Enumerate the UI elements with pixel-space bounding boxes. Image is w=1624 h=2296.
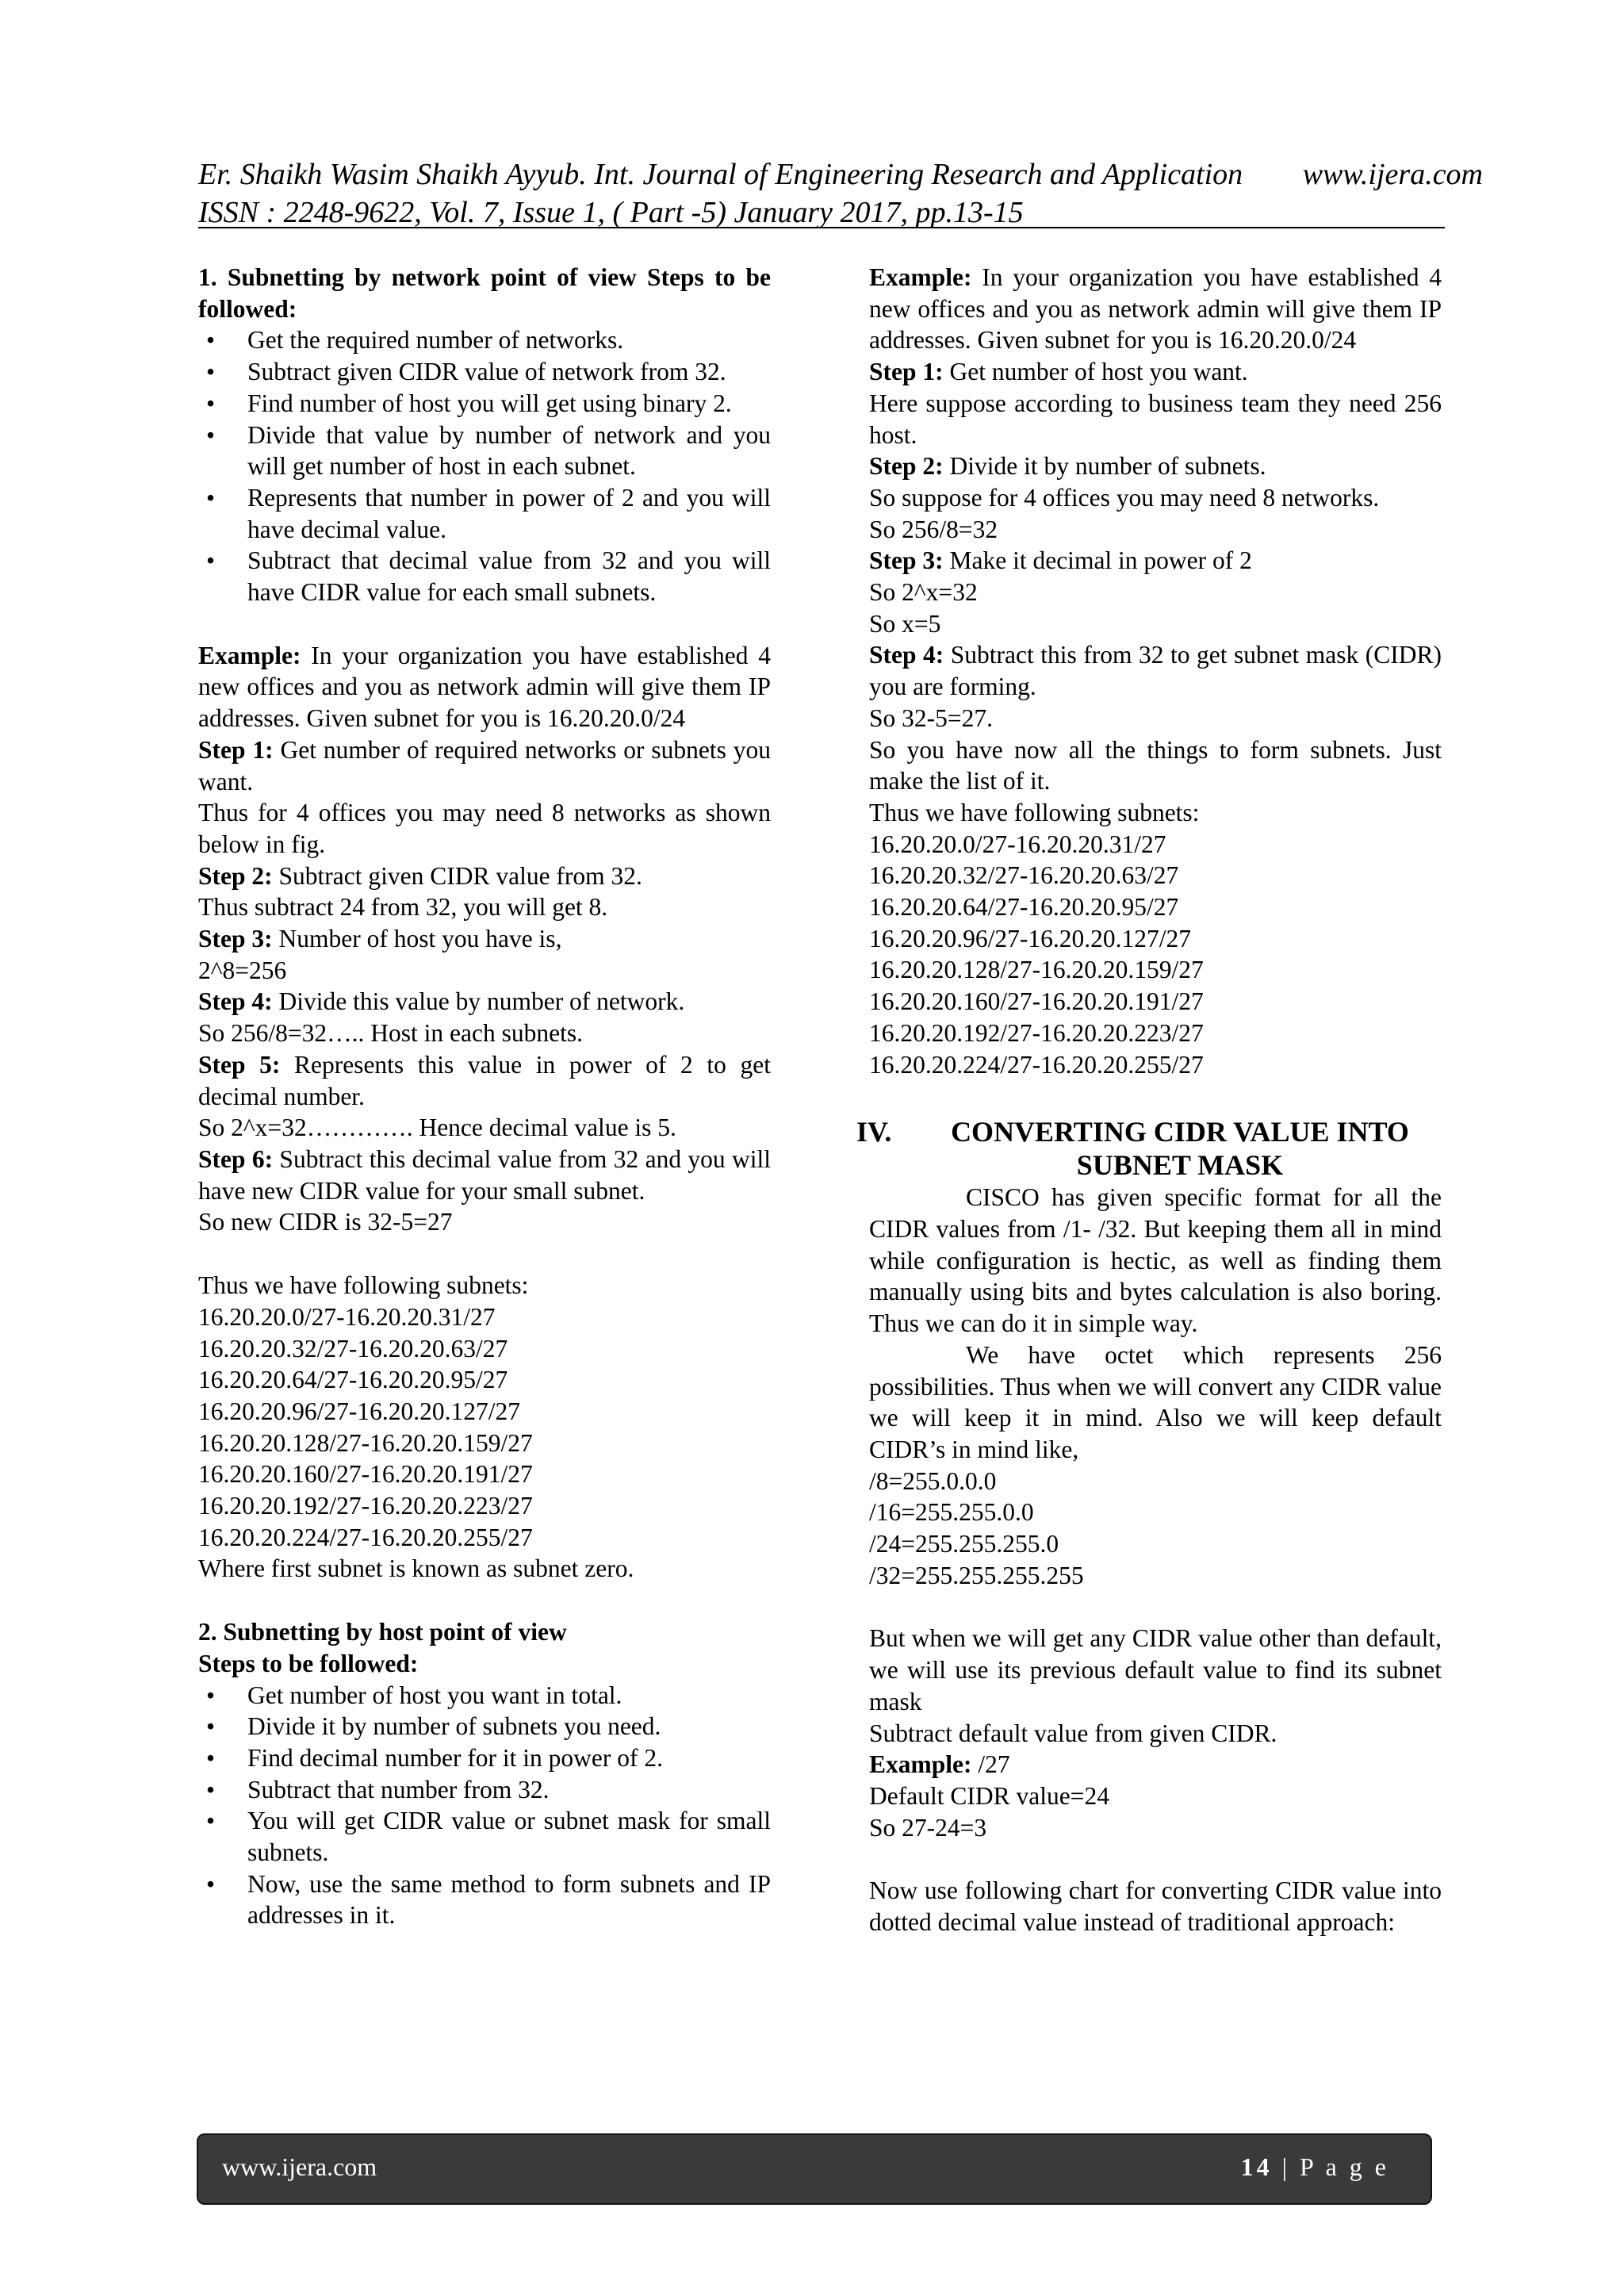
example-label: Example: bbox=[869, 263, 972, 291]
step-label: Step 2: bbox=[869, 452, 944, 481]
step-text: Subtract this from 32 to get subnet mask (CIDR) you are forming. bbox=[869, 641, 1442, 701]
default-cidr-line: /24=255.255.255.0 bbox=[869, 1530, 1059, 1558]
section-2-steps-list bbox=[198, 1680, 771, 1932]
subnet-line: 16.20.20.224/27-16.20.20.255/27 bbox=[198, 1523, 533, 1551]
step-2 bbox=[869, 450, 1442, 482]
default-cidr-line: /16=255.255.0.0 bbox=[869, 1498, 1034, 1527]
section-4-heading bbox=[856, 1115, 1442, 1182]
subnet-line: 16.20.20.224/27-16.20.20.255/27 bbox=[869, 1050, 1204, 1079]
step-text: Represents this value in power of 2 to get decimal number. bbox=[198, 1050, 771, 1110]
step-label: Step 3: bbox=[198, 925, 273, 953]
subnet-line: 16.20.20.32/27-16.20.20.63/27 bbox=[198, 1334, 508, 1363]
step-1-note: Thus for 4 offices you may need 8 networks as shown below in fig. bbox=[198, 799, 771, 858]
body-paragraph: Now use following chart for converting CIDR value into dotted decimal value instead of traditional approach: bbox=[869, 1876, 1442, 1937]
page-number bbox=[1241, 2152, 1389, 2182]
step-4-note: So 256/8=32….. Host in each subnets. bbox=[198, 1019, 583, 1048]
step-text: Divide this value by number of network. bbox=[272, 987, 685, 1016]
section-title-line: CONVERTING CIDR VALUE INTO bbox=[951, 1116, 1409, 1148]
body-paragraph: We have octet which represents 256 possibilities. Thus when we will convert any CIDR value we will keep it in mind. Also we will keep default CIDR’s in mind like, bbox=[869, 1340, 1442, 1463]
footer-site-link[interactable]: www.ijera.com bbox=[222, 2152, 377, 2181]
example-2-line: Default CIDR value=24 bbox=[869, 1781, 1109, 1810]
page-header bbox=[198, 155, 1483, 232]
list-item: • Find decimal number for it in power of 2. bbox=[198, 1742, 771, 1774]
subnet-line: 16.20.20.128/27-16.20.20.159/27 bbox=[198, 1428, 533, 1457]
step-1 bbox=[198, 734, 771, 797]
step-label: Step 6: bbox=[198, 1144, 274, 1173]
step-1 bbox=[869, 356, 1442, 388]
example-paragraph bbox=[869, 262, 1442, 356]
subnet-line: 16.20.20.96/27-16.20.20.127/27 bbox=[198, 1397, 520, 1425]
step-3 bbox=[198, 923, 771, 955]
section-number: IV. bbox=[856, 1116, 892, 1148]
subnet-line: 16.20.20.0/27-16.20.20.31/27 bbox=[198, 1302, 496, 1331]
example-text: In your organization you have established 4 new offices and you as network admin will give them IP addresses. Given subnet for you is 16.20.20.0/24 bbox=[198, 641, 771, 733]
list-item: • Subtract that number from 32. bbox=[198, 1774, 771, 1806]
default-cidr-line: /32=255.255.255.255 bbox=[869, 1561, 1084, 1589]
step-text: Make it decimal in power of 2 bbox=[943, 546, 1252, 575]
right-column bbox=[856, 262, 1442, 1938]
step-label: Step 3: bbox=[869, 546, 944, 575]
list-item: • Subtract that decimal value from 32 and you will have CIDR value for each small subnets. bbox=[198, 545, 771, 608]
list-item: • Divide it by number of subnets you need. bbox=[198, 1711, 771, 1742]
step-text: Get number of required networks or subnets you want. bbox=[198, 735, 772, 795]
subnet-line: 16.20.20.128/27-16.20.20.159/27 bbox=[869, 956, 1204, 984]
subnet-line: 16.20.20.160/27-16.20.20.191/27 bbox=[869, 987, 1204, 1016]
example-text: /27 bbox=[971, 1750, 1010, 1779]
page-number-value: 14 bbox=[1240, 2152, 1273, 2181]
step-5 bbox=[198, 1049, 771, 1112]
subnet-line: 16.20.20.192/27-16.20.20.223/27 bbox=[198, 1492, 533, 1520]
section-2-subtitle: Steps to be followed: bbox=[198, 1649, 419, 1677]
step-text: Number of host you have is, bbox=[272, 925, 562, 953]
step-label: Step 4: bbox=[198, 987, 273, 1016]
default-cidr-line: /8=255.0.0.0 bbox=[869, 1466, 997, 1495]
section-1-steps-list bbox=[198, 324, 771, 608]
step-label: Step 5: bbox=[198, 1050, 281, 1079]
section-2-title: 2. Subnetting by host point of view bbox=[198, 1618, 567, 1646]
step-3-note: So x=5 bbox=[869, 609, 941, 638]
step-1-note: Here suppose according to business team they need 256 host. bbox=[869, 389, 1442, 449]
example-label: Example: bbox=[869, 1750, 972, 1779]
subnet-line: 16.20.20.0/27-16.20.20.31/27 bbox=[869, 830, 1166, 858]
subnet-line: 16.20.20.160/27-16.20.20.191/27 bbox=[198, 1460, 533, 1489]
issn-line: ISSN : 2248-9622, Vol. 7, Issue 1, ( Part -5) January 2017, pp.13-15 bbox=[198, 196, 1024, 229]
subnets-intro: Thus we have following subnets: bbox=[869, 798, 1200, 826]
example-label: Example: bbox=[198, 641, 301, 669]
step-2-note: So 256/8=32 bbox=[869, 515, 998, 543]
journal-site[interactable]: www.ijera.com bbox=[1302, 158, 1483, 191]
example-paragraph bbox=[198, 640, 771, 734]
list-item: • Find number of host you will get using binary 2. bbox=[198, 388, 771, 420]
subnet-line: 16.20.20.192/27-16.20.20.223/27 bbox=[869, 1018, 1204, 1047]
step-4 bbox=[869, 639, 1442, 702]
subnet-line: 16.20.20.96/27-16.20.20.127/27 bbox=[869, 924, 1191, 953]
subnets-intro: Thus we have following subnets: bbox=[198, 1271, 529, 1300]
step-text: Subtract given CIDR value from 32. bbox=[272, 861, 642, 890]
step-label: Step 2: bbox=[198, 861, 273, 890]
step-4-note: So 32-5=27. bbox=[869, 703, 994, 732]
list-item: • Subtract given CIDR value of network from 32. bbox=[198, 356, 771, 388]
body-paragraph: But when we will get any CIDR value other than default, we will use its previous default value to find its subnet mask bbox=[869, 1624, 1442, 1715]
example-2 bbox=[869, 1749, 1442, 1780]
subnet-line: 16.20.20.64/27-16.20.20.95/27 bbox=[198, 1366, 508, 1394]
step-text: Get number of host you want. bbox=[943, 358, 1248, 386]
page-label: | P a g e bbox=[1272, 2152, 1389, 2181]
example-text: In your organization you have established 4 new offices and you as network admin will give them IP addresses. Given subnet for you is 16.20.20.0/24 bbox=[869, 263, 1442, 355]
step-label: Step 4: bbox=[869, 641, 944, 669]
list-item: • Get the required number of networks. bbox=[198, 324, 771, 356]
step-5-note: So 2^x=32…………. Hence decimal value is 5. bbox=[198, 1114, 676, 1142]
step-label: Step 1: bbox=[198, 735, 274, 764]
step-3-note: So 2^x=32 bbox=[869, 578, 978, 607]
section-1-title: 1. Subnetting by network point of view Steps to be followed: bbox=[198, 263, 771, 323]
left-column bbox=[198, 262, 771, 1931]
step-2-note: So suppose for 4 offices you may need 8 networks. bbox=[869, 483, 1380, 512]
step-2-note: Thus subtract 24 from 32, you will get 8. bbox=[198, 893, 608, 922]
journal-citation: Er. Shaikh Wasim Shaikh Ayyub. Int. Journal of Engineering Research and Application bbox=[198, 158, 1243, 191]
step-3-note: 2^8=256 bbox=[198, 956, 287, 984]
list-item: • Now, use the same method to form subnets and IP addresses in it. bbox=[198, 1869, 771, 1931]
body-paragraph: CISCO has given specific format for all the CIDR values from /1- /32. But keeping them all in mind while configuration is hectic, as well as finding them manually using bits and bytes calculation is also boring. Thus we can do it in simple way. bbox=[869, 1183, 1442, 1338]
step-3 bbox=[869, 545, 1442, 577]
header-divider bbox=[198, 227, 1445, 228]
step-6-note: So new CIDR is 32-5=27 bbox=[198, 1208, 453, 1236]
subnet-line: 16.20.20.32/27-16.20.20.63/27 bbox=[869, 861, 1179, 890]
example-2-line: So 27-24=3 bbox=[869, 1813, 987, 1842]
page-footer bbox=[197, 2133, 1432, 2205]
step-label: Step 1: bbox=[869, 358, 944, 386]
step-text: Subtract this decimal value from 32 and you will have new CIDR value for your small subnet. bbox=[198, 1144, 771, 1205]
section-title-line: SUBNET MASK bbox=[1076, 1149, 1284, 1182]
step-2 bbox=[198, 861, 771, 892]
list-item: • Get number of host you want in total. bbox=[198, 1680, 771, 1711]
list-item: • Divide that value by number of network and you will get number of host in each subnet. bbox=[198, 420, 771, 482]
subnet-line: 16.20.20.64/27-16.20.20.95/27 bbox=[869, 893, 1179, 922]
body-paragraph: Subtract default value from given CIDR. bbox=[869, 1719, 1277, 1747]
list-item: • You will get CIDR value or subnet mask for small subnets. bbox=[198, 1805, 771, 1868]
step-4 bbox=[198, 986, 771, 1018]
list-item: • Represents that number in power of 2 and you will have decimal value. bbox=[198, 482, 771, 545]
step-text: Divide it by number of subnets. bbox=[943, 452, 1266, 481]
step-6 bbox=[198, 1144, 771, 1206]
step-4-note: So you have now all the things to form subnets. Just make the list of it. bbox=[869, 735, 1442, 795]
subnet-zero-note: Where first subnet is known as subnet zero. bbox=[198, 1554, 634, 1583]
